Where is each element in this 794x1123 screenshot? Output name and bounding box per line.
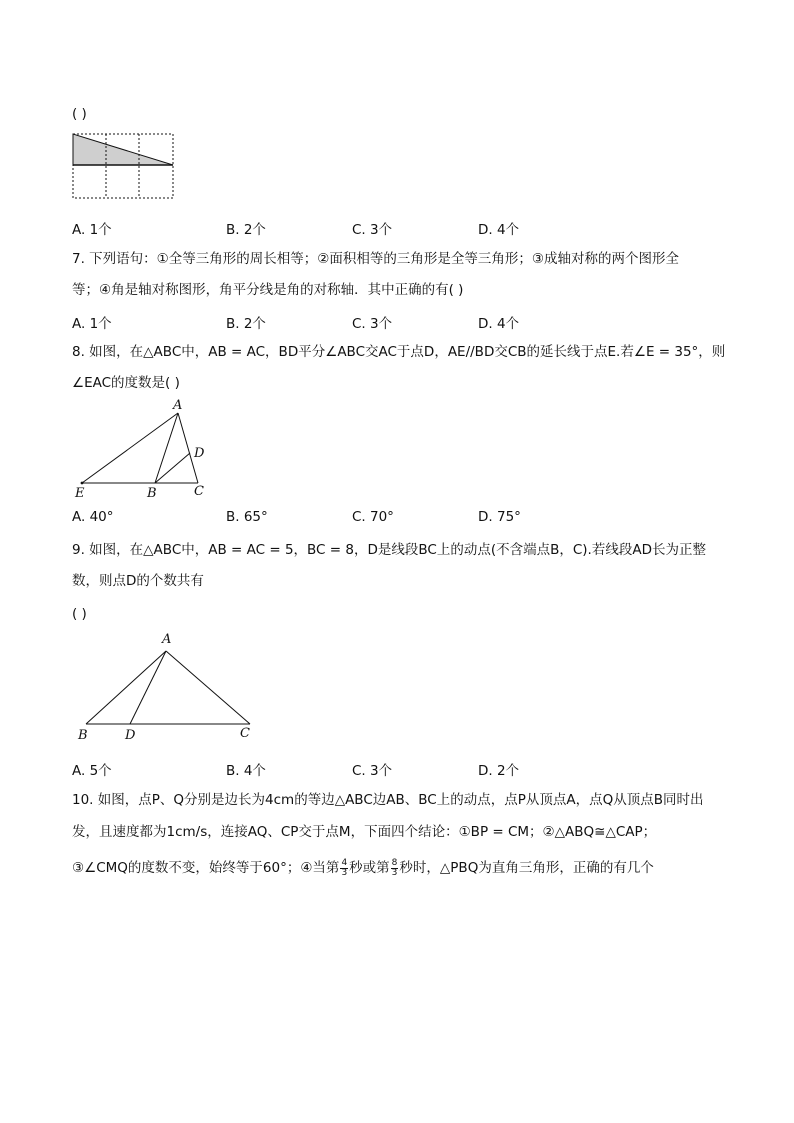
q7-options xyxy=(72,312,632,332)
q8-label-d: D xyxy=(194,446,205,461)
q9-line-ad xyxy=(130,651,166,724)
q7-option-a[interactable]: A. 1个 xyxy=(72,316,112,332)
q9-option-c[interactable]: C. 3个 xyxy=(352,763,393,779)
q9-option-b[interactable]: B. 4个 xyxy=(226,763,266,779)
q7-stem-line1: 7. 下列语句：①全等三角形的周长相等；②面积相等的三角形是全等三角形；③成轴对称的两个图形全 xyxy=(72,251,679,267)
q8-option-d[interactable]: D. 75° xyxy=(478,509,521,525)
q8-label-b: B xyxy=(147,486,157,501)
q7-option-c[interactable]: C. 3个 xyxy=(352,316,393,332)
q9-stem-line2: 数，则点D的个数共有 xyxy=(72,573,204,589)
q6-option-a[interactable]: A. 1个 xyxy=(72,222,112,238)
q8-option-c[interactable]: C. 70° xyxy=(352,509,394,525)
q6-options xyxy=(72,218,632,238)
q9-option-d[interactable]: D. 2个 xyxy=(478,763,520,779)
q6-option-c[interactable]: C. 3个 xyxy=(352,222,393,238)
q10-fraction-8-3: 8 3 xyxy=(391,857,398,878)
q7-stem-line2: 等；④角是轴对称图形，角平分线是角的对称轴．其中正确的有( ) xyxy=(72,282,464,298)
q6-option-d[interactable]: D. 4个 xyxy=(478,222,520,238)
q9-label-d: D xyxy=(125,728,136,743)
q10-stem-line2: 发，且速度都为1cm/s，连接AQ、CP交于点M，下面四个结论：①BP = CM；②△ABQ≅△CAP； xyxy=(72,824,657,840)
q9-line-ab xyxy=(86,651,166,724)
q10-line3-part-c: 秒时，△PBQ为直角三角形，正确的有几个 xyxy=(399,860,654,876)
q7-option-d[interactable]: D. 4个 xyxy=(478,316,520,332)
q7-option-b[interactable]: B. 2个 xyxy=(226,316,266,332)
q6-grid-figure xyxy=(70,131,176,201)
q10-stem-line1: 10. 如图，点P、Q分别是边长为4cm的等边△ABC边AB、BC上的动点，点P从顶点A，点Q从顶点B同时出 xyxy=(72,792,704,808)
q9-label-c: C xyxy=(240,726,250,741)
q9-label-b: B xyxy=(78,728,88,743)
q8-stem-line2: ∠EAC的度数是( ) xyxy=(72,375,180,391)
q10-line3-part-b: 秒或第 xyxy=(349,860,390,876)
q8-label-e: E xyxy=(75,486,85,501)
q9-options xyxy=(72,759,632,779)
q8-label-a: A xyxy=(173,398,183,413)
q10-fraction-4-3: 4 3 xyxy=(341,857,348,878)
q8-triangle-figure xyxy=(70,395,220,503)
q6-shaded-triangle xyxy=(73,134,173,165)
q8-options xyxy=(72,509,632,529)
q8-option-b[interactable]: B. 65° xyxy=(226,509,268,525)
q8-label-c: C xyxy=(194,484,204,499)
q9-stem-line1: 9. 如图，在△ABC中，AB = AC = 5，BC = 8，D是线段BC上的动点(不含端点B，C).若线段AD长为正整 xyxy=(72,542,706,558)
q6-answer-paren: ( ) xyxy=(72,106,87,122)
q9-label-a: A xyxy=(162,632,172,647)
q8-line-ae xyxy=(82,413,178,483)
q9-triangle-figure xyxy=(70,628,270,746)
q8-stem-line1: 8. 如图，在△ABC中，AB = AC，BD平分∠ABC交AC于点D，AE//BD交CB的延长线于点E.若∠E = 35°，则 xyxy=(72,344,726,360)
q9-option-a[interactable]: A. 5个 xyxy=(72,763,112,779)
q10-line3-part-a: ③∠CMQ的度数不变，始终等于60°；④当第 xyxy=(72,860,340,876)
q10-stem-line3 xyxy=(72,858,654,878)
q6-option-b[interactable]: B. 2个 xyxy=(226,222,266,238)
q8-option-a[interactable]: A. 40° xyxy=(72,509,114,525)
q9-line-ac xyxy=(166,651,250,724)
q9-answer-paren: ( ) xyxy=(72,606,87,622)
